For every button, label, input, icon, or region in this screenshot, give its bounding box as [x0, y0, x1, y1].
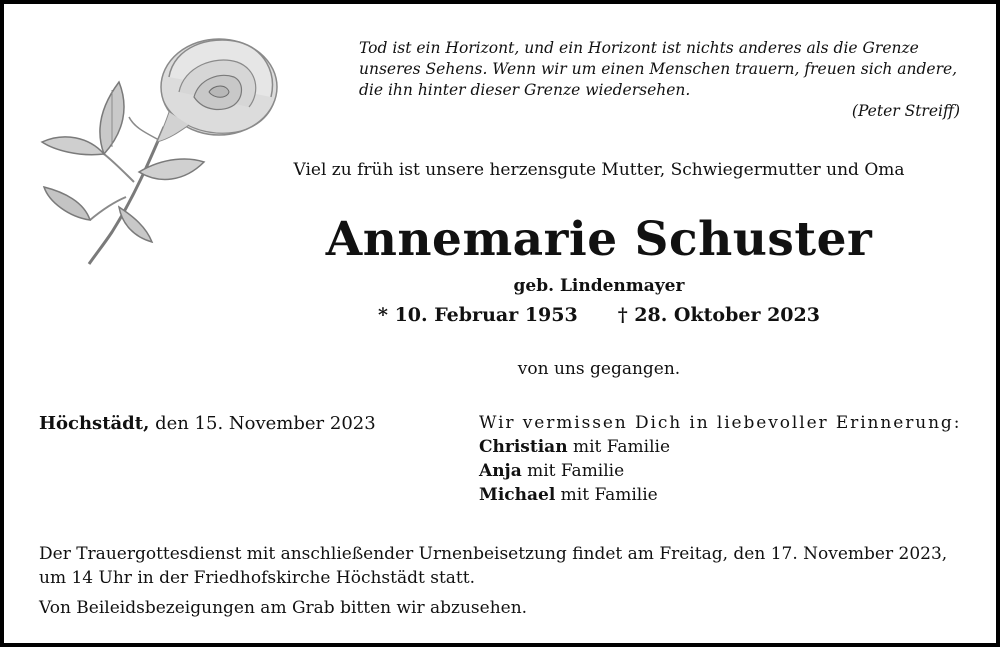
place-date [39, 413, 376, 434]
mourner-suffix: mit Familie [555, 485, 658, 505]
date-text: den 15. November 2023 [149, 413, 376, 434]
mourner-suffix: mit Familie [567, 437, 671, 457]
life-dates [4, 304, 1000, 326]
mourner-suffix: mit Familie [521, 461, 625, 481]
quote-line-2: unseres Sehens. Wenn wir um einen Menschen trauern, freuen sich andere, [359, 60, 958, 78]
condolence-note: Von Beileidsbezeigungen am Grab bitten wir abzusehen. [39, 598, 528, 618]
quote-author: (Peter Streiff) [851, 102, 960, 120]
mourner-2 [479, 461, 624, 481]
quote-text [359, 38, 974, 101]
service-line-2: um 14 Uhr in der Friedhofskirche Höchstädt statt. [39, 568, 475, 588]
mourner-name: Anja [479, 461, 522, 481]
service-info [39, 542, 974, 590]
birth-date: * 10. Februar 1953 [378, 304, 578, 326]
place-name: Höchstädt, [39, 413, 150, 434]
quote-line-3: die ihn hinter dieser Grenze wiedersehen. [359, 81, 691, 99]
death-date: † 28. Oktober 2023 [617, 304, 820, 326]
mourner-1 [479, 437, 670, 457]
deceased-name: Annemarie Schuster [325, 212, 873, 267]
quote-line-1: Tod ist ein Horizont, und ein Horizont ist nichts anderes als die Grenze [359, 39, 919, 57]
service-line-1: Der Trauergottesdienst mit anschließender Urnenbeisetzung findet am Freitag, den 17. November 2023, [39, 544, 948, 564]
mourner-3 [479, 485, 658, 505]
mourner-name: Christian [479, 437, 568, 457]
mourners-heading: Wir vermissen Dich in liebevoller Erinnerung: [479, 413, 962, 433]
gone-text: von uns gegangen. [517, 359, 681, 379]
mourner-name: Michael [479, 485, 556, 505]
born-name: geb. Lindenmayer [513, 276, 685, 296]
intro-text: Viel zu früh ist unsere herzensgute Mutter, Schwiegermutter und Oma [293, 160, 905, 180]
